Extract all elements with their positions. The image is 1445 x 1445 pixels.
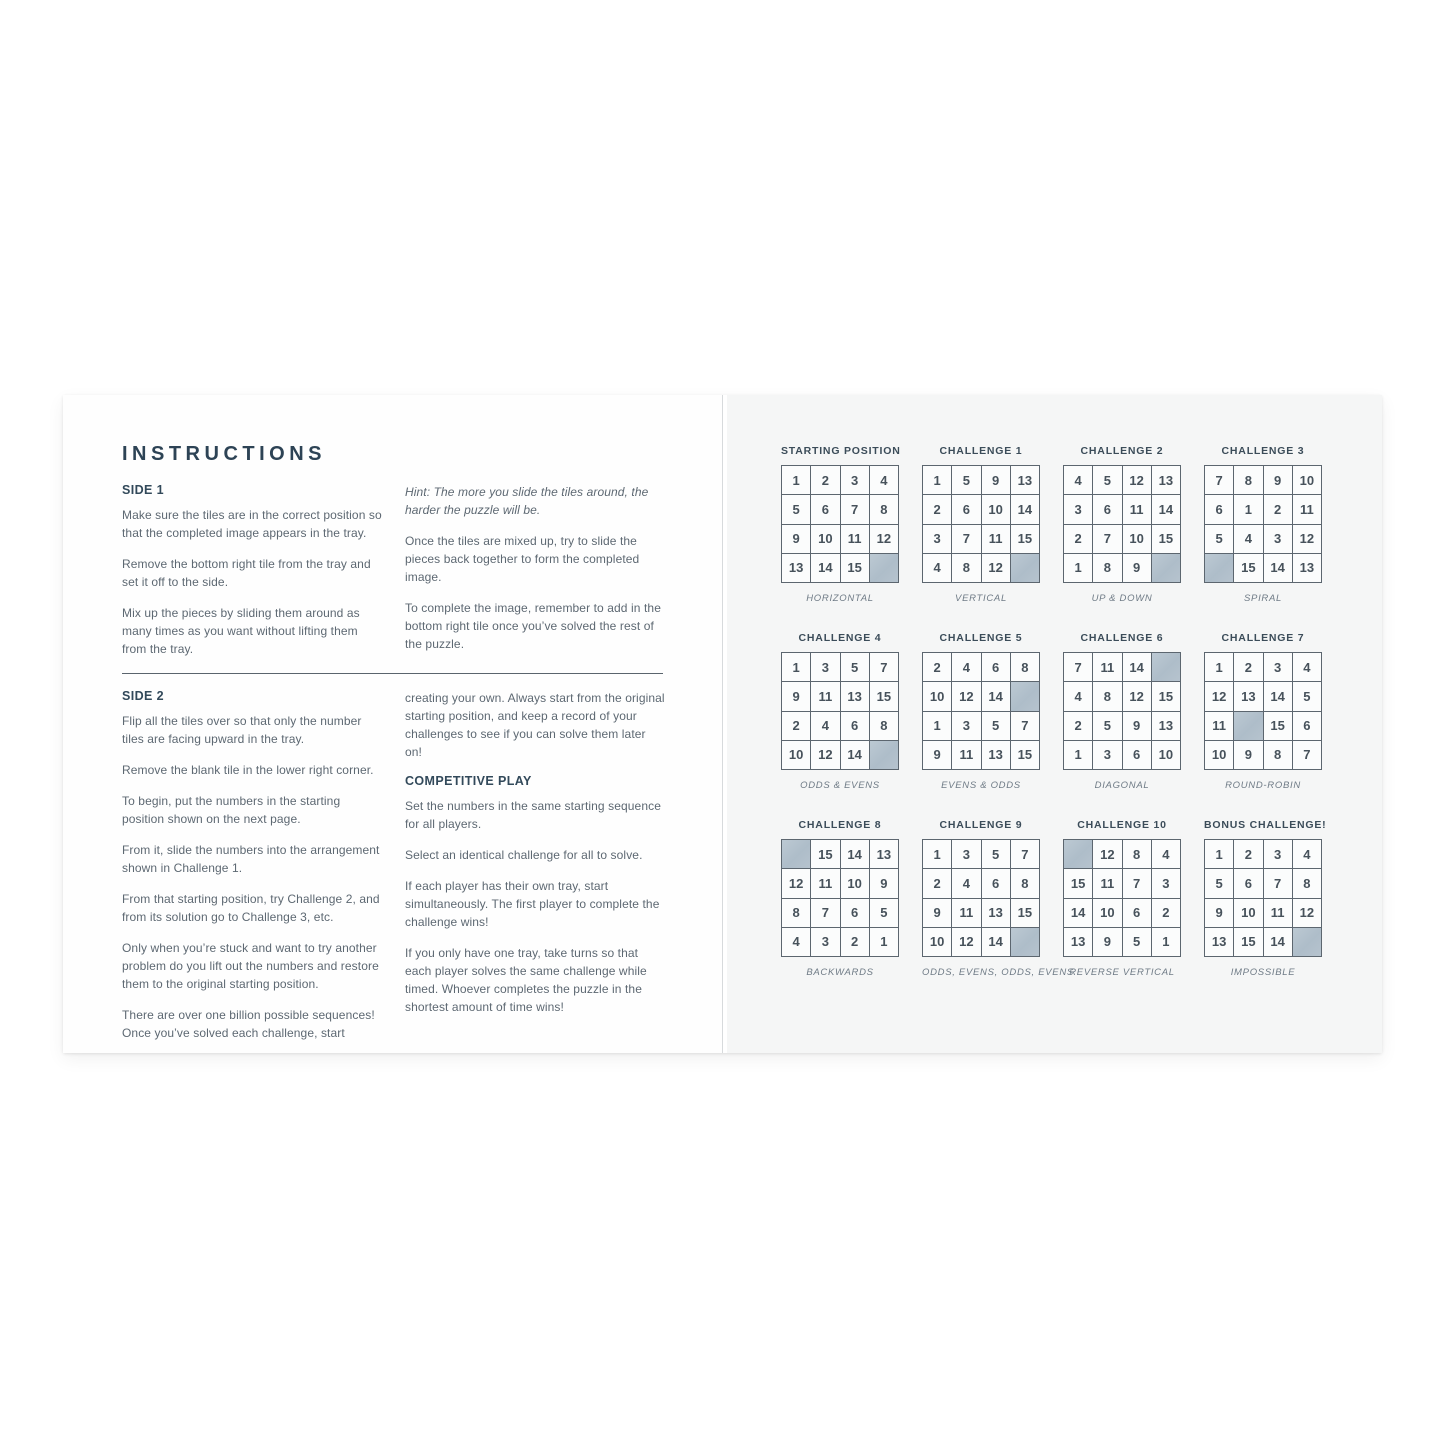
number-tile: 15	[1011, 899, 1039, 927]
side2-right-column	[405, 689, 665, 1055]
puzzle-board	[922, 839, 1040, 957]
number-tile: 8	[1234, 466, 1262, 494]
number-tile: 8	[1011, 653, 1039, 681]
number-tile: 1	[870, 928, 898, 956]
number-tile: 2	[1264, 495, 1292, 523]
number-tile: 14	[1123, 653, 1151, 681]
number-tile: 6	[1123, 899, 1151, 927]
competitive-paragraph: If each player has their own tray, start simultaneously. The first player to complete the challenge wins!	[405, 879, 660, 929]
number-tile: 14	[982, 682, 1010, 710]
number-tile: 12	[1093, 840, 1121, 868]
number-tile: 10	[811, 525, 839, 553]
puzzle-card	[781, 445, 899, 604]
number-tile: 4	[1064, 466, 1092, 494]
number-tile: 8	[1123, 840, 1151, 868]
side1-paragraph: Once the tiles are mixed up, try to slide the pieces back together to form the completed image.	[405, 534, 640, 584]
number-tile: 2	[1234, 840, 1262, 868]
puzzle-style-label: ODDS, EVENS, ODDS, EVENS	[922, 967, 1074, 978]
puzzle-board	[922, 652, 1040, 770]
puzzle-title: CHALLENGE 6	[1080, 632, 1164, 644]
number-tile: 6	[1123, 741, 1151, 769]
number-tile: 5	[982, 840, 1010, 868]
number-tile: 8	[952, 554, 980, 582]
number-tile: 15	[1011, 741, 1039, 769]
number-tile: 15	[1234, 928, 1262, 956]
puzzle-card	[922, 445, 1040, 604]
side1-columns	[122, 483, 665, 671]
number-tile: 12	[1205, 682, 1233, 710]
number-tile: 1	[782, 653, 810, 681]
puzzle-style-label: SPIRAL	[1244, 593, 1282, 604]
number-tile: 11	[1123, 495, 1151, 523]
number-tile: 9	[1093, 928, 1121, 956]
number-tile: 15	[1152, 525, 1180, 553]
number-tile: 9	[782, 682, 810, 710]
number-tile: 12	[782, 869, 810, 897]
number-tile: 7	[870, 653, 898, 681]
puzzle-board	[1204, 465, 1322, 583]
number-tile: 2	[1064, 525, 1092, 553]
number-tile: 2	[1234, 653, 1262, 681]
puzzle-style-label: IMPOSSIBLE	[1230, 967, 1296, 978]
number-tile: 5	[841, 653, 869, 681]
number-tile: 15	[870, 682, 898, 710]
number-tile: 3	[811, 928, 839, 956]
number-tile: 2	[782, 712, 810, 740]
number-tile: 13	[1152, 466, 1180, 494]
number-tile: 5	[1293, 682, 1321, 710]
number-tile: 4	[1152, 840, 1180, 868]
number-tile: 14	[982, 928, 1010, 956]
number-tile: 15	[1011, 525, 1039, 553]
number-tile: 4	[1293, 840, 1321, 868]
number-tile: 10	[841, 869, 869, 897]
number-tile: 13	[1234, 682, 1262, 710]
number-tile: 4	[952, 869, 980, 897]
number-tile: 11	[982, 525, 1010, 553]
side1-left-column	[122, 483, 382, 671]
blank-tile	[1152, 554, 1180, 582]
number-tile: 15	[841, 554, 869, 582]
puzzle-board	[1204, 839, 1322, 957]
number-tile: 12	[1123, 682, 1151, 710]
number-tile: 10	[1123, 525, 1151, 553]
blank-tile	[782, 840, 810, 868]
side1-right-column	[405, 483, 665, 671]
side1-paragraph: Remove the bottom right tile from the tray and set it off to the side.	[122, 557, 371, 589]
blank-tile	[1152, 653, 1180, 681]
number-tile: 9	[982, 466, 1010, 494]
puzzle-card	[1063, 445, 1181, 604]
blank-tile	[1011, 554, 1039, 582]
side1-paragraph: Make sure the tiles are in the correct position so that the completed image appears in the tray.	[122, 508, 382, 540]
side2-paragraph: To begin, put the numbers in the starting position shown on the next page.	[122, 794, 341, 826]
number-tile: 9	[1234, 741, 1262, 769]
number-tile: 13	[870, 840, 898, 868]
side1-heading: SIDE 1	[122, 483, 164, 497]
number-tile: 5	[1123, 928, 1151, 956]
number-tile: 9	[923, 899, 951, 927]
number-tile: 7	[1011, 840, 1039, 868]
number-tile: 14	[1264, 682, 1292, 710]
number-tile: 6	[841, 899, 869, 927]
number-tile: 5	[782, 495, 810, 523]
number-tile: 10	[782, 741, 810, 769]
number-tile: 5	[870, 899, 898, 927]
number-tile: 7	[1064, 653, 1092, 681]
number-tile: 10	[1293, 466, 1321, 494]
number-tile: 14	[1152, 495, 1180, 523]
number-tile: 8	[1011, 869, 1039, 897]
side1-paragraph: To complete the image, remember to add in the bottom right tile once you’ve solved the rest of the puzzle.	[405, 601, 661, 651]
number-tile: 4	[870, 466, 898, 494]
number-tile: 3	[952, 712, 980, 740]
number-tile: 2	[923, 869, 951, 897]
number-tile: 3	[952, 840, 980, 868]
number-tile: 6	[841, 712, 869, 740]
puzzle-title: CHALLENGE 1	[939, 445, 1023, 457]
number-tile: 3	[923, 525, 951, 553]
number-tile: 13	[982, 741, 1010, 769]
number-tile: 6	[982, 869, 1010, 897]
puzzle-style-label: UP & DOWN	[1091, 593, 1153, 604]
puzzle-board	[781, 839, 899, 957]
puzzle-title: CHALLENGE 5	[939, 632, 1023, 644]
number-tile: 15	[1152, 682, 1180, 710]
number-tile: 10	[1205, 741, 1233, 769]
number-tile: 1	[1064, 741, 1092, 769]
number-tile: 13	[1293, 554, 1321, 582]
number-tile: 7	[811, 899, 839, 927]
competitive-paragraph: Select an identical challenge for all to solve.	[405, 848, 643, 862]
number-tile: 9	[1123, 712, 1151, 740]
number-tile: 13	[782, 554, 810, 582]
number-tile: 8	[1093, 554, 1121, 582]
number-tile: 14	[841, 741, 869, 769]
number-tile: 9	[870, 869, 898, 897]
number-tile: 6	[1234, 869, 1262, 897]
number-tile: 12	[1293, 525, 1321, 553]
section-divider	[122, 673, 663, 674]
number-tile: 14	[1064, 899, 1092, 927]
page-title: INSTRUCTIONS	[122, 443, 326, 465]
puzzle-style-label: REVERSE VERTICAL	[1069, 967, 1175, 978]
number-tile: 7	[1011, 712, 1039, 740]
puzzle-card	[1063, 819, 1181, 978]
number-tile: 1	[1064, 554, 1092, 582]
number-tile: 1	[1234, 495, 1262, 523]
puzzle-card	[1204, 445, 1322, 604]
instructions-page	[63, 395, 723, 1053]
booklet-spread	[63, 395, 1382, 1053]
number-tile: 7	[841, 495, 869, 523]
number-tile: 3	[1264, 840, 1292, 868]
number-tile: 1	[923, 712, 951, 740]
number-tile: 10	[1093, 899, 1121, 927]
number-tile: 4	[782, 928, 810, 956]
side2-paragraph: From it, slide the numbers into the arrangement shown in Challenge 1.	[122, 843, 380, 875]
number-tile: 3	[1264, 525, 1292, 553]
number-tile: 10	[1152, 741, 1180, 769]
number-tile: 9	[923, 741, 951, 769]
side2-paragraph: From that starting position, try Challenge 2, and from its solution go to Challenge 3, etc.	[122, 892, 380, 924]
number-tile: 8	[1093, 682, 1121, 710]
number-tile: 11	[1093, 869, 1121, 897]
number-tile: 8	[1293, 869, 1321, 897]
number-tile: 7	[1264, 869, 1292, 897]
number-tile: 2	[1064, 712, 1092, 740]
number-tile: 15	[1264, 712, 1292, 740]
number-tile: 3	[1264, 653, 1292, 681]
number-tile: 6	[1293, 712, 1321, 740]
number-tile: 12	[1293, 899, 1321, 927]
number-tile: 10	[982, 495, 1010, 523]
number-tile: 5	[982, 712, 1010, 740]
puzzle-board	[1063, 465, 1181, 583]
number-tile: 11	[811, 869, 839, 897]
side2-paragraph: Only when you’re stuck and want to try another problem do you lift out the numbers and restore them to the original starting position.	[122, 941, 379, 991]
number-tile: 9	[1264, 466, 1292, 494]
competitive-play-heading: COMPETITIVE PLAY	[405, 774, 532, 788]
puzzle-title: BONUS CHALLENGE!	[1204, 819, 1327, 831]
number-tile: 5	[1093, 466, 1121, 494]
number-tile: 15	[1234, 554, 1262, 582]
number-tile: 11	[841, 525, 869, 553]
number-tile: 8	[782, 899, 810, 927]
number-tile: 1	[1205, 653, 1233, 681]
number-tile: 12	[952, 928, 980, 956]
number-tile: 9	[782, 525, 810, 553]
blank-tile	[1234, 712, 1262, 740]
number-tile: 13	[1064, 928, 1092, 956]
number-tile: 14	[1011, 495, 1039, 523]
number-tile: 2	[811, 466, 839, 494]
puzzle-style-label: DIAGONAL	[1094, 780, 1150, 791]
number-tile: 4	[952, 653, 980, 681]
puzzle-title: CHALLENGE 4	[798, 632, 882, 644]
number-tile: 15	[1064, 869, 1092, 897]
puzzle-board	[781, 652, 899, 770]
puzzle-title: CHALLENGE 3	[1221, 445, 1305, 457]
number-tile: 4	[811, 712, 839, 740]
number-tile: 7	[1123, 869, 1151, 897]
number-tile: 14	[1264, 554, 1292, 582]
puzzle-title: CHALLENGE 7	[1221, 632, 1305, 644]
competitive-paragraph: If you only have one tray, take turns so that each player solves the same challenge while timed. Whoever completes the puzzle in the shortest amount of time wins!	[405, 946, 647, 1014]
blank-tile	[1205, 554, 1233, 582]
puzzle-style-label: EVENS & ODDS	[941, 780, 1021, 791]
number-tile: 12	[1123, 466, 1151, 494]
number-tile: 3	[1152, 869, 1180, 897]
number-tile: 11	[952, 899, 980, 927]
side2-heading: SIDE 2	[122, 689, 164, 703]
number-tile: 4	[923, 554, 951, 582]
puzzle-title: CHALLENGE 8	[798, 819, 882, 831]
side2-paragraph: Flip all the tiles over so that only the number tiles are facing upward in the tray.	[122, 714, 362, 746]
number-tile: 15	[811, 840, 839, 868]
number-tile: 1	[923, 466, 951, 494]
number-tile: 11	[1264, 899, 1292, 927]
number-tile: 13	[1205, 928, 1233, 956]
number-tile: 10	[923, 682, 951, 710]
number-tile: 6	[982, 653, 1010, 681]
number-tile: 12	[952, 682, 980, 710]
number-tile: 11	[952, 741, 980, 769]
number-tile: 7	[1205, 466, 1233, 494]
number-tile: 3	[811, 653, 839, 681]
number-tile: 1	[923, 840, 951, 868]
puzzle-board	[1063, 839, 1181, 957]
number-tile: 14	[811, 554, 839, 582]
competitive-paragraph: Set the numbers in the same starting sequence for all players.	[405, 799, 661, 831]
puzzle-style-label: HORIZONTAL	[806, 593, 874, 604]
number-tile: 7	[1293, 741, 1321, 769]
number-tile: 10	[1234, 899, 1262, 927]
number-tile: 6	[811, 495, 839, 523]
blank-tile	[1064, 840, 1092, 868]
side2-left-column	[122, 689, 382, 1055]
number-tile: 4	[1064, 682, 1092, 710]
number-tile: 10	[923, 928, 951, 956]
puzzle-style-label: VERTICAL	[955, 593, 1007, 604]
number-tile: 5	[1205, 869, 1233, 897]
puzzle-board	[1063, 652, 1181, 770]
puzzle-card	[1204, 632, 1322, 791]
side2-paragraph: There are over one billion possible sequences! Once you’ve solved each challenge, start	[122, 1008, 375, 1040]
challenges-page	[727, 395, 1382, 1053]
puzzle-card	[1204, 819, 1327, 978]
number-tile: 5	[1205, 525, 1233, 553]
number-tile: 2	[841, 928, 869, 956]
blank-tile	[1011, 682, 1039, 710]
puzzle-title: CHALLENGE 2	[1080, 445, 1164, 457]
blank-tile	[1293, 928, 1321, 956]
number-tile: 8	[870, 712, 898, 740]
puzzle-style-label: ROUND-ROBIN	[1225, 780, 1301, 791]
puzzle-title: STARTING POSITION	[781, 445, 901, 457]
blank-tile	[870, 554, 898, 582]
side2-paragraph: Remove the blank tile in the lower right corner.	[122, 763, 374, 777]
number-tile: 9	[1123, 554, 1151, 582]
puzzle-card	[781, 819, 899, 978]
puzzle-title: CHALLENGE 9	[939, 819, 1023, 831]
number-tile: 13	[841, 682, 869, 710]
puzzle-title: CHALLENGE 10	[1077, 819, 1167, 831]
puzzle-cards-grid	[781, 445, 1382, 978]
number-tile: 1	[782, 466, 810, 494]
puzzle-board	[781, 465, 899, 583]
number-tile: 6	[952, 495, 980, 523]
number-tile: 5	[952, 466, 980, 494]
blank-tile	[870, 741, 898, 769]
number-tile: 6	[1205, 495, 1233, 523]
puzzle-board	[1204, 652, 1322, 770]
number-tile: 11	[1205, 712, 1233, 740]
number-tile: 3	[1064, 495, 1092, 523]
number-tile: 7	[1093, 525, 1121, 553]
number-tile: 3	[1093, 741, 1121, 769]
number-tile: 1	[1205, 840, 1233, 868]
number-tile: 11	[811, 682, 839, 710]
number-tile: 9	[1205, 899, 1233, 927]
number-tile: 14	[1264, 928, 1292, 956]
number-tile: 13	[1011, 466, 1039, 494]
puzzle-card	[922, 632, 1040, 791]
number-tile: 11	[1293, 495, 1321, 523]
number-tile: 6	[1093, 495, 1121, 523]
number-tile: 2	[923, 653, 951, 681]
number-tile: 5	[1093, 712, 1121, 740]
number-tile: 12	[870, 525, 898, 553]
number-tile: 7	[952, 525, 980, 553]
number-tile: 12	[982, 554, 1010, 582]
number-tile: 2	[923, 495, 951, 523]
puzzle-style-label: ODDS & EVENS	[800, 780, 880, 791]
number-tile: 8	[1264, 741, 1292, 769]
number-tile: 12	[811, 741, 839, 769]
number-tile: 3	[841, 466, 869, 494]
side2-columns	[122, 689, 665, 1055]
side1-paragraph: Mix up the pieces by sliding them around as many times as you want without lifting them from the tray.	[122, 606, 360, 656]
puzzle-board	[922, 465, 1040, 583]
number-tile: 2	[1152, 899, 1180, 927]
hint-text: Hint: The more you slide the tiles around, the harder the puzzle will be.	[405, 485, 649, 517]
number-tile: 13	[1152, 712, 1180, 740]
number-tile: 11	[1093, 653, 1121, 681]
puzzle-card	[1063, 632, 1181, 791]
puzzle-style-label: BACKWARDS	[806, 967, 874, 978]
number-tile: 13	[982, 899, 1010, 927]
puzzle-card	[781, 632, 899, 791]
number-tile: 4	[1234, 525, 1262, 553]
number-tile: 1	[1152, 928, 1180, 956]
number-tile: 14	[841, 840, 869, 868]
side2-continuation: creating your own. Always start from the original starting position, and keep a record of your challenges to see if you can solve them later on!	[405, 691, 665, 759]
number-tile: 4	[1293, 653, 1321, 681]
blank-tile	[1011, 928, 1039, 956]
puzzle-card	[922, 819, 1074, 978]
number-tile: 8	[870, 495, 898, 523]
